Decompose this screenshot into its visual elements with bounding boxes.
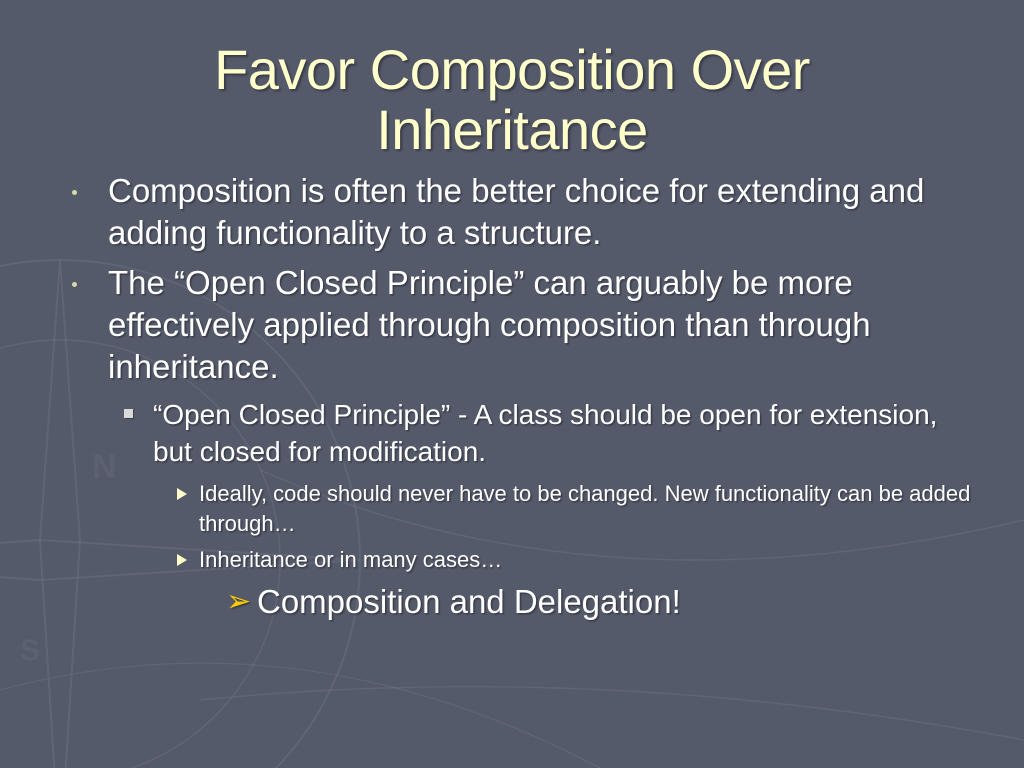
sub-bullet-item [0, 396, 1024, 470]
arrow-bullet-text: Composition and Delegation! [257, 583, 681, 620]
arrow-bullet-item [0, 581, 1024, 623]
triangle-bullet-icon [177, 554, 187, 566]
svg-text:N: N [92, 448, 117, 486]
dot-bullet-icon [72, 190, 77, 195]
svg-text:S: S [20, 634, 41, 667]
dot-bullet-icon [72, 282, 77, 287]
bullet-item [0, 170, 1024, 254]
bullet-list [0, 170, 1024, 623]
bullet-item [0, 262, 1024, 388]
sub-sub-bullet-text: Inheritance or in many cases… [199, 547, 503, 572]
sub-bullet-text: “Open Closed Principle” - A class should be open for extension, but closed for modification. [153, 399, 938, 467]
sub-sub-bullet-item [0, 479, 1024, 539]
bullet-text: Composition is often the better choice for extending and adding functionality to a structure. [108, 172, 925, 251]
sub-sub-bullet-text: Ideally, code should never have to be changed. New functionality can be added through… [199, 481, 971, 536]
arrow-bullet-icon: ➢ [226, 584, 252, 619]
square-bullet-icon [124, 409, 133, 418]
sub-sub-bullet-item [0, 545, 1024, 575]
slide-title: Favor Composition Over Inheritance [214, 38, 810, 161]
triangle-bullet-icon [177, 488, 187, 500]
bullet-text: The “Open Closed Principle” can arguably be more effectively applied through composition than through inheritance. [108, 264, 871, 385]
